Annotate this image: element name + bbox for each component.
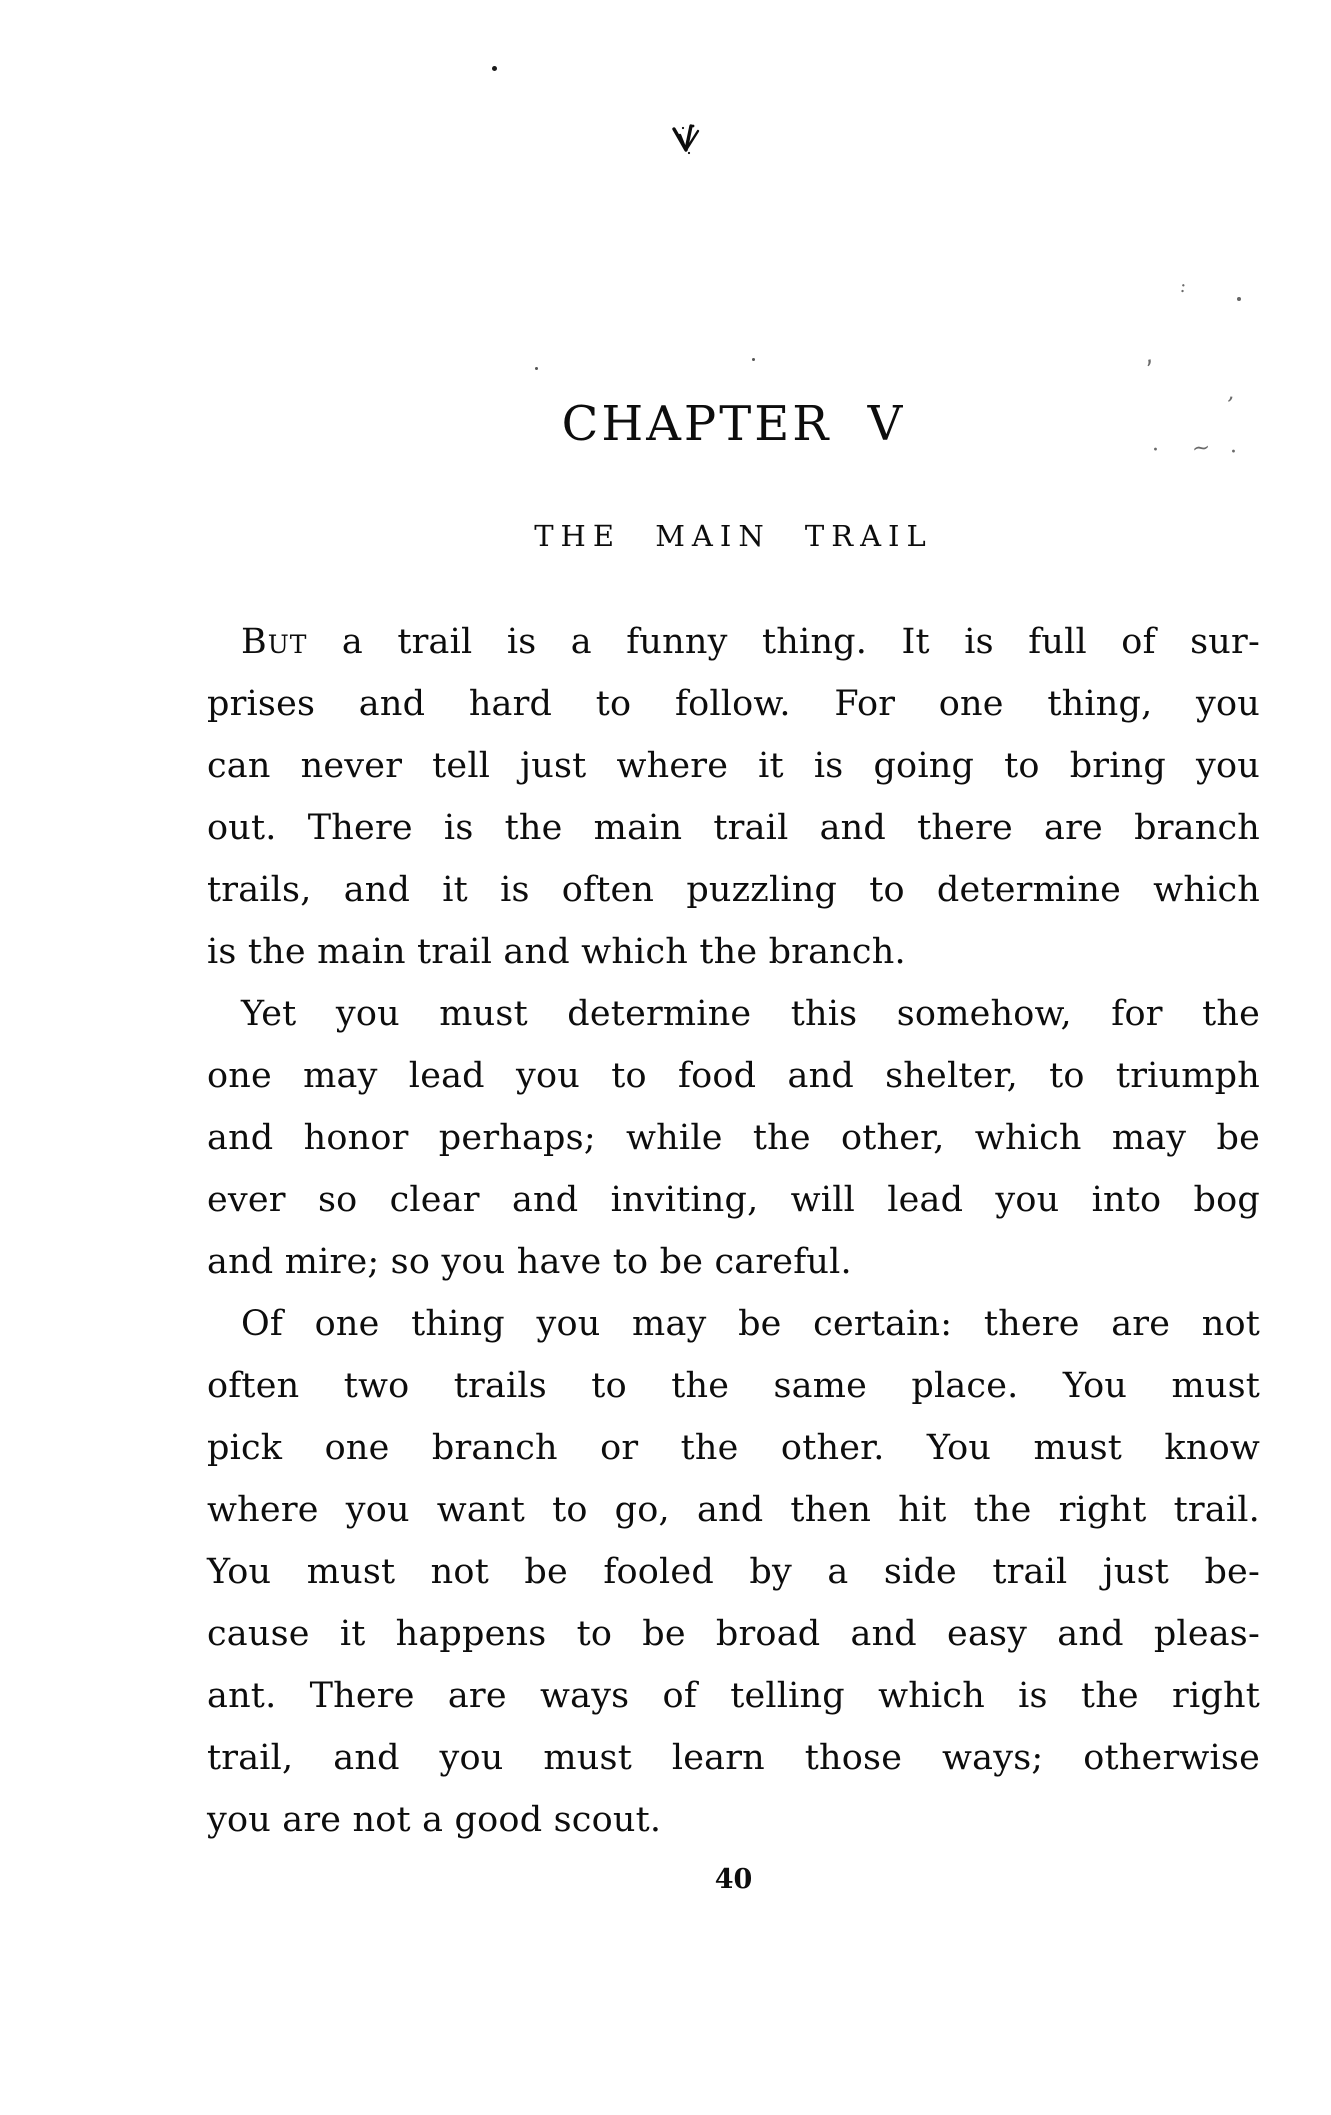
pencil-mark: · [1152,438,1159,463]
pencil-mark: ʼ [1142,355,1158,387]
text-line: and honor perhaps; while the other, which may be [207,1118,1260,1158]
chapter-subtitle: THE MAIN TRAIL [534,519,933,553]
pencil-mark: : [1178,275,1188,298]
text-line: ant. There are ways of telling which is the right [207,1676,1260,1716]
chapter-heading: CHAPTER V [561,396,906,452]
text-line: where you want to go, and then hit the right trail. [207,1490,1260,1530]
text-line: prises and hard to follow. For one thing, you [207,684,1260,724]
text-line: Yet you must determine this somehow, for the [241,994,1260,1034]
lead-word: But [241,622,308,662]
pencil-mark: , [1226,379,1237,406]
text-line: out. There is the main trail and there are branch [207,808,1260,848]
text-line-rest: a trail is a funny thing. It is full of sur- [307,622,1260,662]
text-line: and mire; so you have to be careful. [207,1242,852,1282]
dust-speck [492,66,497,71]
text-line: cause it happens to be broad and easy and pleas- [207,1614,1260,1654]
page-number: 40 [714,1864,753,1895]
dust-speck [1237,297,1241,301]
text-line: pick one branch or the other. You must know [207,1428,1260,1468]
text-line: Of one thing you may be certain: there are not [241,1304,1260,1344]
text-line: often two trails to the same place. You must [207,1366,1260,1406]
text-line: is the main trail and which the branch. [207,932,906,972]
text-line: you are not a good scout. [207,1800,662,1840]
paragraph-3 [207,1293,1260,1851]
paragraph-2 [207,983,1260,1293]
text-line: one may lead you to food and shelter, to triumph [207,1056,1260,1096]
text-line: trails, and it is often puzzling to determine which [207,870,1260,910]
dust-speck [535,367,538,370]
paragraph-1 [207,611,1260,983]
text-line: ever so clear and inviting, will lead you into bog [207,1180,1260,1220]
text-line [207,611,1260,673]
text-line: trail, and you must learn those ways; otherwise [207,1738,1260,1778]
page-body [207,611,1260,1851]
pencil-mark: · [1230,440,1237,465]
pencil-mark: ~ [1190,435,1212,462]
text-line: You must not be fooled by a side trail just be- [207,1552,1260,1592]
ink-scribble-icon [670,122,704,160]
text-line: can never tell just where it is going to bring you [207,746,1260,786]
dust-speck [752,358,755,361]
